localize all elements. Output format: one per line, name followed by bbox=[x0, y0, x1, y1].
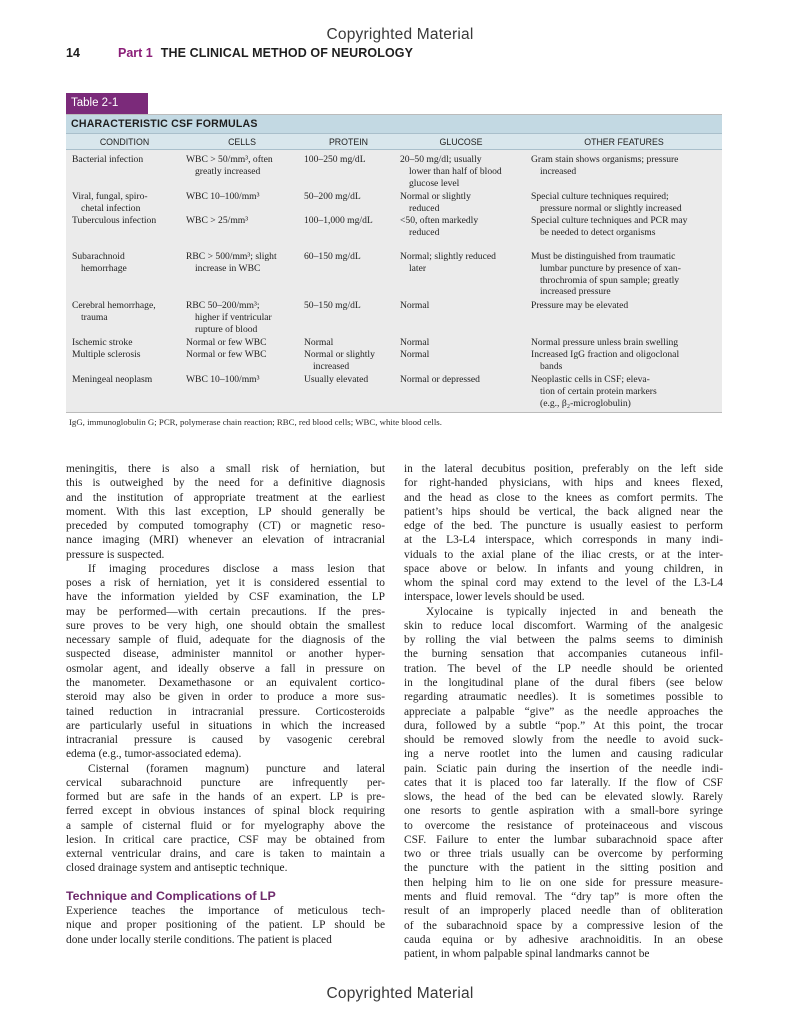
body-text-line: closed drainage system and antiseptic technique. bbox=[66, 862, 288, 875]
table-cell-other bbox=[531, 374, 657, 409]
body-text-line: done under locally sterile conditions. The patient is placed bbox=[66, 933, 332, 946]
body-text-line: may be performed—with certain precautions. If the pres- bbox=[66, 605, 385, 618]
body-text-line: Xylocaine is typically injected in and beneath the bbox=[426, 605, 723, 618]
section-heading: Technique and Complications of LP bbox=[66, 888, 276, 903]
table-cell-line: reduced bbox=[409, 202, 440, 214]
table-cell-cells bbox=[186, 154, 273, 178]
table-cell-line: Increased IgG fraction and oligoclonal bbox=[531, 349, 680, 360]
table-cell-line: Normal bbox=[400, 349, 430, 360]
body-text-line: space above or below. In infants and young children, in bbox=[404, 562, 723, 575]
body-text-line: to overcome the resistance of proteinaceous and viscous bbox=[404, 819, 723, 832]
table-cell-cells bbox=[186, 215, 248, 227]
body-text-line: cates that it is placed too far laterally. If the flow of CSF bbox=[404, 776, 723, 789]
table-cell-line: Bacterial infection bbox=[72, 154, 144, 165]
body-text-line: should be removed slowly from the needle to avoid suck- bbox=[404, 734, 723, 747]
body-text-line: meningitis, there is also a small risk of herniation, but bbox=[66, 463, 385, 475]
table-cell-line: Normal or slightly bbox=[400, 191, 471, 202]
table-cell-line: Neoplastic cells in CSF; eleva- bbox=[531, 374, 650, 385]
table-cell-line: chetal infection bbox=[81, 202, 141, 214]
body-text-line: Experience teaches the importance of meticulous tech- bbox=[66, 905, 385, 918]
table-cell-line: Tuberculous infection bbox=[72, 215, 157, 226]
table-cell-line: be needed to detect organisms bbox=[540, 226, 656, 238]
table-cell-line: hemorrhage bbox=[81, 262, 127, 274]
body-text-line: at the L3-L4 interspace, which corresponds in many indi- bbox=[404, 534, 723, 547]
table-cell-line: <50, often markedly bbox=[400, 215, 479, 226]
body-text-line: have the information yielded by CSF examination, the LP bbox=[66, 591, 385, 604]
body-text-line: edge of the bed. The puncture is usually easiest to perform bbox=[404, 520, 723, 533]
table-cell-line: increased bbox=[313, 360, 350, 372]
table-cell-line: later bbox=[409, 262, 427, 274]
csf-table bbox=[66, 114, 722, 413]
body-text-line: and the institution of appropriate treatment at the earliest bbox=[66, 491, 385, 504]
table-cell-line: RBC > 500/mm³; slight bbox=[186, 251, 277, 262]
body-text-line: one resorts to gentle aspiration with a small-bore syringe bbox=[404, 805, 723, 818]
table-cell-condition bbox=[72, 251, 127, 275]
table-cell-line: increased bbox=[540, 165, 577, 177]
table-cell-protein bbox=[304, 349, 375, 373]
body-text-line: poses a risk of herniation, yet it is considered essential to bbox=[66, 577, 385, 590]
table-cell-protein bbox=[304, 154, 366, 166]
column-header-cells: CELLS bbox=[228, 137, 256, 147]
table-cell-protein bbox=[304, 337, 333, 349]
table-cell-line: Normal or few WBC bbox=[186, 337, 267, 348]
body-text-line: and the head as close to the knees as comfort permits. The bbox=[404, 491, 723, 504]
body-text-line: this is outweighed by the need for a definitive diagnosis bbox=[66, 477, 385, 490]
table-cell-line: Must be distinguished from traumatic bbox=[531, 251, 676, 262]
table-cell-protein bbox=[304, 191, 361, 203]
body-text-line: tained reduction in intracranial pressure. Corticosteroids bbox=[66, 705, 385, 718]
watermark-top: Copyrighted Material bbox=[326, 26, 474, 43]
body-text-line: patient’s hips should be vertical, the back aligned near the bbox=[404, 505, 723, 518]
body-text-line: dura, followed by a subtle “pop.” At this point, the trocar bbox=[404, 719, 723, 732]
table-cell-line: tion of certain protein markers bbox=[540, 385, 657, 397]
table-cell-other bbox=[531, 191, 682, 215]
table-cell-cells bbox=[186, 374, 260, 386]
body-text-line: sure proves to be very high, one should obtain the smallest bbox=[66, 619, 385, 632]
column-header-protein: PROTEIN bbox=[328, 137, 369, 147]
body-text-line: result of an improperly placed needle than of obliteration bbox=[404, 905, 723, 918]
table-cell-other bbox=[531, 251, 681, 298]
table-cell-condition bbox=[72, 349, 140, 361]
table-cell-condition bbox=[72, 300, 156, 324]
body-column-right bbox=[404, 462, 723, 961]
table-cell-line: reduced bbox=[409, 226, 440, 238]
column-header-other-features: OTHER FEATURES bbox=[584, 137, 664, 147]
body-text-line: the puncture with the patient in the sitting position and bbox=[404, 862, 723, 875]
body-text-line: regarding atraumatic needles). It is sometimes possible to bbox=[404, 691, 723, 704]
table-cell-glucose bbox=[400, 374, 480, 386]
body-text-line: formed but are safe in the hands of an expert. LP is pre- bbox=[66, 791, 385, 804]
table-cell-line: Meningeal neoplasm bbox=[72, 374, 153, 385]
table-cell-line: Normal bbox=[400, 337, 430, 348]
body-text-line: moment. With this last exception, LP should generally be bbox=[66, 505, 385, 518]
body-column-left bbox=[66, 462, 385, 947]
body-text-line: for right-handed physicians, with hips and knees flexed, bbox=[404, 477, 723, 490]
table-cell-line: 50–200 mg/dL bbox=[304, 191, 361, 202]
table-footnote: IgG, immunoglobulin G; PCR, polymerase chain reaction; RBC, red blood cells; WBC, white blood cells. bbox=[69, 417, 442, 427]
body-text-line: two or three trials usually can be overcome by performing bbox=[404, 848, 723, 861]
table-cell-line: Cerebral hemorrhage, bbox=[72, 300, 156, 311]
table-cell-cells bbox=[186, 349, 267, 361]
table-cell-line: 50–150 mg/dL bbox=[304, 300, 361, 311]
table-cell-glucose bbox=[400, 251, 496, 275]
table-cell-line: Subarachnoid bbox=[72, 251, 125, 262]
table-cell-glucose bbox=[400, 191, 471, 215]
table-cell-other bbox=[531, 215, 687, 239]
table-cell-line: increase in WBC bbox=[195, 262, 261, 274]
body-text-line: viduals to the axial plane of the iliac crests, or at the inter- bbox=[404, 548, 723, 561]
table-cell-protein bbox=[304, 300, 361, 312]
table-cell-line: increased pressure bbox=[540, 286, 611, 298]
body-text-line: nance imaging (MRI) whenever an elevation of intracranial bbox=[66, 534, 385, 547]
table-cell-line: WBC 10–100/mm³ bbox=[186, 374, 260, 385]
table-cell-line: 60–150 mg/dL bbox=[304, 251, 361, 262]
body-text-line: nique and proper positioning of the patient. LP should be bbox=[66, 919, 385, 932]
body-text-line: necessary sample of fluid, adequate for the diagnosis of the bbox=[66, 634, 385, 647]
table-cell-line: lumbar puncture by presence of xan- bbox=[540, 262, 681, 274]
table-cell-protein bbox=[304, 251, 361, 263]
table-cell-other bbox=[531, 300, 628, 312]
table-cell-other bbox=[531, 154, 678, 178]
table-cell-condition bbox=[72, 191, 148, 215]
table-cell-line: Gram stain shows organisms; pressure bbox=[531, 154, 679, 165]
body-text-line: lesion. In critical care practice, CSF may be obtained from bbox=[66, 833, 385, 846]
body-text-line: edema (e.g., tumor-associated edema). bbox=[66, 748, 242, 761]
body-text-line: cervical subarachnoid puncture are infrequently per- bbox=[66, 776, 385, 789]
table-cell-condition bbox=[72, 154, 143, 166]
table-cell-condition bbox=[72, 337, 132, 349]
table-cell-other bbox=[531, 337, 678, 349]
table-cell-line: WBC > 25/mm³ bbox=[186, 215, 249, 226]
table-cell-line: WBC > 50/mm³, often bbox=[186, 154, 273, 165]
table-cell-line: Pressure may be elevated bbox=[531, 300, 629, 311]
table-cell-line: Normal bbox=[304, 337, 334, 348]
table-cell-other bbox=[531, 349, 679, 373]
body-text-line: in the lateral decubitus position, preferably on the left side bbox=[404, 463, 723, 475]
table-cell-line: RBC 50–200/mm³; bbox=[186, 300, 260, 311]
table-cell-line: bands bbox=[540, 360, 563, 372]
body-text-line: skin to reduce local discomfort. Warming of the analgesic bbox=[404, 619, 723, 632]
body-text-line: are particularly useful in situations in which the increased bbox=[66, 719, 385, 732]
table-column-headers bbox=[66, 134, 722, 150]
body-text-line: intracranial pressure is caused by vasogenic cerebral bbox=[66, 734, 385, 747]
table-cell-line: Multiple sclerosis bbox=[72, 349, 141, 360]
table-cell-line: (e.g., β₂-microglobulin) bbox=[540, 397, 631, 409]
table-cell-line: Normal or depressed bbox=[400, 374, 480, 385]
body-text-line: CSF. Failure to enter the lumbar subarachnoid space after bbox=[404, 833, 723, 846]
column-header-condition: CONDITION bbox=[99, 137, 150, 147]
table-label: Table 2-1 bbox=[66, 93, 148, 114]
table-cell-condition bbox=[72, 215, 156, 227]
table-cell-line: Special culture techniques required; bbox=[531, 191, 669, 202]
table-cell-line: glucose level bbox=[409, 177, 460, 189]
table-cell-protein bbox=[304, 215, 373, 227]
body-text-line: ments and fluid removal. The “dry tap” is more often the bbox=[404, 890, 723, 903]
table-cell-line: higher if ventricular bbox=[195, 311, 272, 323]
table-cell-glucose bbox=[400, 337, 429, 349]
table-cell-glucose bbox=[400, 300, 429, 312]
page-number: 14 bbox=[66, 46, 80, 60]
part-title: THE CLINICAL METHOD OF NEUROLOGY bbox=[160, 46, 414, 60]
body-text-line: pain. Sciatic pain during the insertion of the needle indi- bbox=[404, 762, 723, 775]
body-text-line: Cisternal (foramen magnum) puncture and lateral bbox=[88, 762, 385, 775]
table-cell-glucose bbox=[400, 215, 478, 239]
table-cell-line: Normal bbox=[400, 300, 430, 311]
running-head bbox=[66, 46, 740, 60]
table-title: CHARACTERISTIC CSF FORMULAS bbox=[66, 115, 722, 134]
body-text-line: whom the spinal cord may extend to the level of the L3-L4 bbox=[404, 577, 723, 590]
body-text-line: then helping him to lie on one side for pressure measure- bbox=[404, 876, 723, 889]
table-cell-line: Normal or few WBC bbox=[186, 349, 267, 360]
body-text-line: steroid may also be given in order to produce a more sus- bbox=[66, 691, 385, 704]
body-text-line: tration. The bevel of the LP needle should be oriented bbox=[404, 662, 723, 675]
body-text-line: ferred except in obvious instances of spinal block requiring bbox=[66, 805, 385, 818]
table-cell-line: WBC 10–100/mm³ bbox=[186, 191, 260, 202]
body-text-line: cauda equina or by adhesive arachnoiditis. In an obese bbox=[404, 933, 723, 946]
body-text-line: slows, the head of the bed can be elevated slowly. Rarely bbox=[404, 791, 723, 804]
table-cell-glucose bbox=[400, 349, 429, 361]
table-cell-condition bbox=[72, 374, 152, 386]
table-cell-line: trauma bbox=[81, 311, 108, 323]
table-cell-glucose bbox=[400, 154, 502, 189]
body-text-line: ing a nerve rootlet into the lumen and causing radicular bbox=[404, 748, 723, 761]
body-text-line: osmolar agent, and ideally observe a fall in pressure on bbox=[66, 662, 385, 675]
body-text-line: in the longitudinal plane of the dural fibers (see below bbox=[404, 676, 723, 689]
table-cell-line: lower than half of blood bbox=[409, 165, 502, 177]
table-cell-line: Usually elevated bbox=[304, 374, 369, 385]
table-cell-cells bbox=[186, 191, 260, 203]
table-cell-line: throchromia of spun sample; greatly bbox=[540, 274, 680, 286]
body-text-line: pressure is suspected. bbox=[66, 548, 165, 561]
table-cell-line: Special culture techniques and PCR may bbox=[531, 215, 688, 226]
column-header-glucose: GLUCOSE bbox=[439, 137, 483, 147]
table-cell-line: Ischemic stroke bbox=[72, 337, 133, 348]
table-cell-cells bbox=[186, 251, 277, 275]
table-cell-line: Normal or slightly bbox=[304, 349, 375, 360]
body-text-line: If imaging procedures disclose a mass lesion that bbox=[88, 562, 385, 575]
body-text-line: of the subarachnoid space by a compressive lesion of the bbox=[404, 919, 723, 932]
body-text-line: a sample of cisternal fluid or for myelography above the bbox=[66, 819, 385, 832]
body-text-line: the burning sensation that accompanies cutaneous infil- bbox=[404, 648, 723, 661]
body-text-line: patient, in whom palpable spinal landmarks cannot be bbox=[404, 948, 650, 961]
table-cell-line: Normal; slightly reduced bbox=[400, 251, 496, 262]
body-text-line: the manometer. Dexamethasone or an equivalent cortico- bbox=[66, 676, 385, 689]
table-cell-line: Normal pressure unless brain swelling bbox=[531, 337, 679, 348]
table-cell-line: greatly increased bbox=[195, 165, 261, 177]
table-cell-line: rupture of blood bbox=[195, 323, 258, 335]
table-cell-cells bbox=[186, 300, 272, 335]
body-text-line: external ventricular drains, and care is taken to maintain a bbox=[66, 848, 385, 861]
table-cell-line: 100–1,000 mg/dL bbox=[304, 215, 373, 226]
table-cell-line: Viral, fungal, spiro- bbox=[72, 191, 148, 202]
table-cell-line: pressure normal or slightly increased bbox=[540, 202, 682, 214]
body-text-line: by rolling the vial between the palms seems to diminish bbox=[404, 634, 723, 647]
body-text-line: preceded by computed tomography (CT) or magnetic reso- bbox=[66, 520, 385, 533]
body-text-line: appreciate a palpable “give” as the needle approaches the bbox=[404, 705, 723, 718]
table-cell-line: 20–50 mg/dl; usually bbox=[400, 154, 482, 165]
table-cell-line: 100–250 mg/dL bbox=[304, 154, 366, 165]
watermark-bottom: Copyrighted Material bbox=[326, 985, 474, 1002]
body-text-line: suspected disease, administer mannitol or another hyper- bbox=[66, 648, 385, 661]
body-text-line: interspace, lower levels should be used. bbox=[404, 591, 585, 604]
table-cell-protein bbox=[304, 374, 368, 386]
table-cell-cells bbox=[186, 337, 267, 349]
part-label: Part 1 bbox=[118, 46, 153, 60]
